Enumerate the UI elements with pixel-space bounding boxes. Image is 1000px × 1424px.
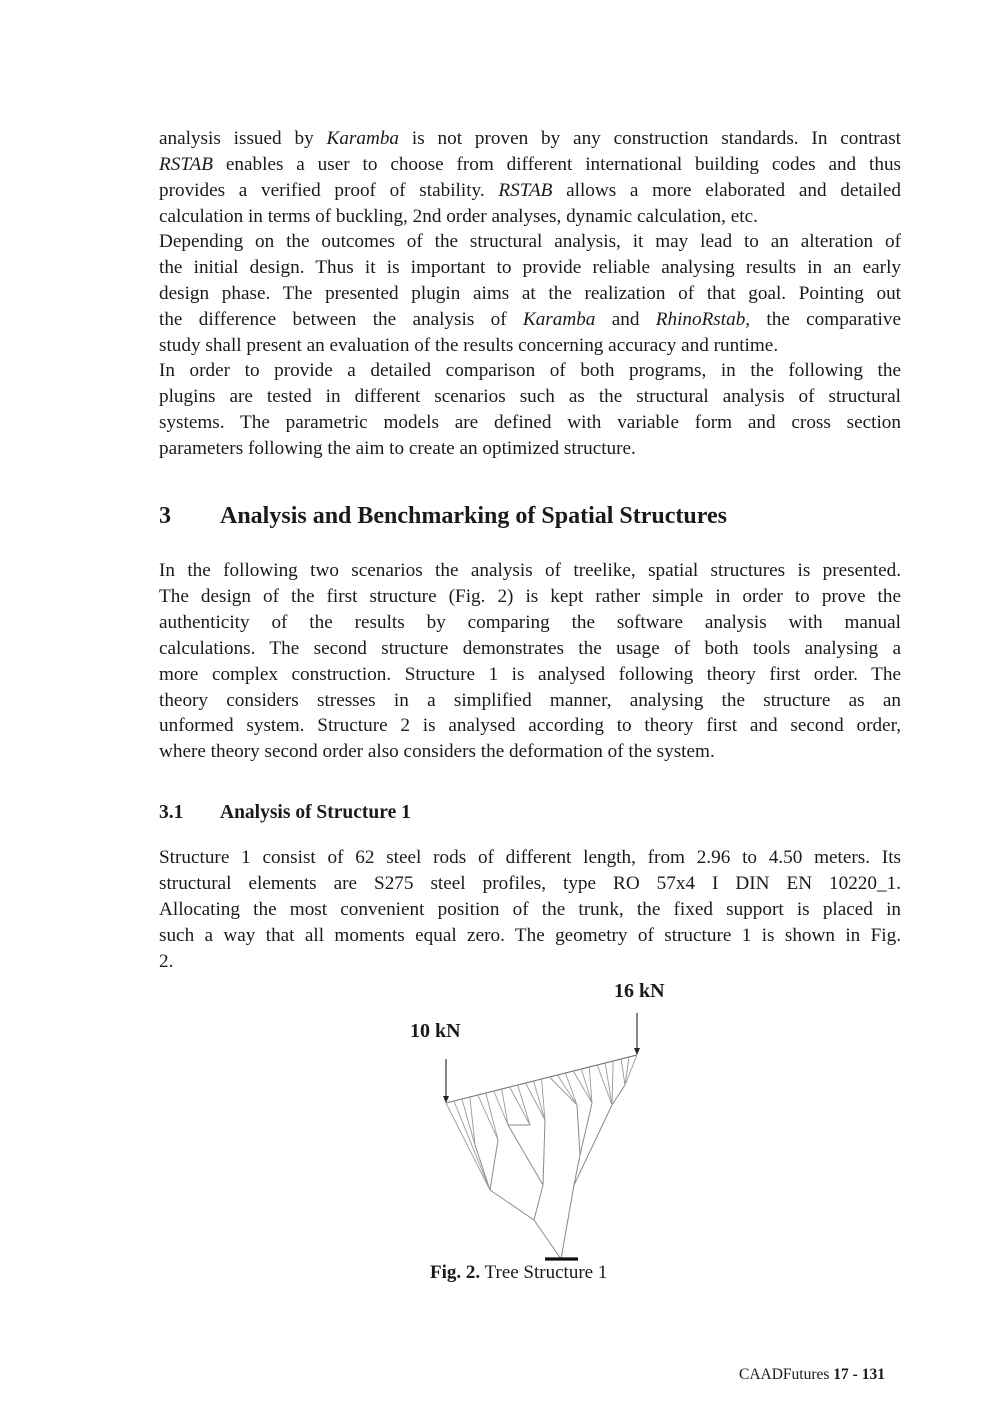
text-line bbox=[159, 688, 901, 714]
subsection-number: 3.1 bbox=[159, 802, 184, 823]
figure-caption bbox=[430, 1262, 607, 1284]
branch bbox=[490, 1190, 534, 1220]
text-run: design phase. The presented plugin aims at the realization of that goal. Pointing out bbox=[159, 282, 901, 304]
text-line bbox=[159, 255, 901, 281]
leaf-rod bbox=[565, 1073, 577, 1105]
text-line bbox=[159, 178, 901, 204]
footer-page-number: 17 - 131 bbox=[833, 1366, 885, 1383]
text-line bbox=[159, 845, 901, 871]
leaf-rod bbox=[573, 1071, 592, 1103]
branch bbox=[612, 1085, 625, 1105]
text-line bbox=[159, 871, 901, 897]
text-run: provides a verified proof of stability. bbox=[159, 179, 499, 201]
italic-term: RSTAB bbox=[498, 179, 553, 201]
text-run: authenticity of the results by comparing the software analysis with manual bbox=[159, 611, 901, 633]
text-line bbox=[159, 307, 901, 333]
load-label-right: 16 kN bbox=[614, 980, 665, 1002]
paragraph-scenarios bbox=[159, 558, 901, 765]
leaf-rod bbox=[612, 1061, 613, 1105]
text-line bbox=[159, 610, 901, 636]
caption-label: Fig. 2. bbox=[430, 1262, 481, 1283]
load-arrow-right-head bbox=[634, 1048, 640, 1055]
italic-term: Karamba bbox=[326, 128, 400, 149]
branch bbox=[534, 1185, 543, 1220]
text-line bbox=[159, 436, 901, 462]
load-label-left: 10 kN bbox=[410, 1020, 461, 1042]
text-run: plugins are tested in different scenarios such as the structural analysis of structural bbox=[159, 385, 901, 407]
text-run: the difference between the analysis of bbox=[159, 308, 523, 330]
text-run: Allocating the most convenient position of the trunk, the fixed support is placed in bbox=[159, 898, 901, 920]
text-run: calculations. The second structure demonstrates the usage of both tools analysing a bbox=[159, 637, 901, 659]
branch bbox=[490, 1140, 498, 1190]
paragraph-comparison bbox=[159, 358, 901, 462]
italic-term: RhinoRstab bbox=[655, 308, 746, 330]
subsection-title: Analysis of Structure 1 bbox=[220, 802, 411, 823]
italic-term: RSTAB bbox=[159, 153, 214, 175]
branch bbox=[574, 1155, 580, 1185]
text-line bbox=[159, 558, 901, 584]
text-run: The design of the first structure (Fig. 2) is kept rather simple in order to prove the bbox=[159, 585, 901, 607]
text-run: theory considers stresses in a simplified manner, analysing the structure as an bbox=[159, 689, 901, 711]
text-run: such a way that all moments equal zero. The geometry of structure 1 is shown in Fig. bbox=[159, 924, 901, 946]
text-line bbox=[159, 410, 901, 436]
paragraph-design-alteration bbox=[159, 229, 901, 359]
text-run: structural elements are S275 steel profiles, type RO 57x4 I DIN EN 10220_1. bbox=[159, 872, 901, 894]
text-line bbox=[159, 897, 901, 923]
branch bbox=[543, 1120, 545, 1185]
leaf-rod bbox=[549, 1077, 577, 1105]
section-heading bbox=[159, 503, 727, 530]
branch bbox=[580, 1103, 592, 1155]
text-line bbox=[159, 949, 901, 975]
text-line bbox=[159, 204, 901, 230]
leaf-rod bbox=[502, 1089, 508, 1125]
paragraph-structure-1 bbox=[159, 845, 901, 975]
text-line bbox=[159, 739, 901, 765]
leaf-rod bbox=[470, 1097, 475, 1145]
text-line bbox=[159, 636, 901, 662]
trunk-branch-right bbox=[561, 1185, 574, 1259]
text-run: enables a user to choose from different international building codes and thus bbox=[213, 153, 901, 175]
footer-journal: CAADFutures bbox=[739, 1366, 834, 1383]
branch bbox=[508, 1125, 543, 1185]
leaf-rod bbox=[557, 1075, 577, 1105]
text-run: Depending on the outcomes of the structural analysis, it may lead to an alteration of bbox=[159, 231, 901, 252]
text-run: calculation in terms of buckling, 2nd order analyses, dynamic calculation, etc. bbox=[159, 205, 758, 227]
trunk-branch-left bbox=[534, 1220, 561, 1259]
paragraph-karamba-rstab bbox=[159, 126, 901, 230]
text-run: Structure 1 consist of 62 steel rods of different length, from 2.96 to 4.50 meters. Its bbox=[159, 847, 901, 868]
text-run: where theory second order also considers the deformation of the system. bbox=[159, 741, 715, 763]
leaf-rod bbox=[446, 1103, 490, 1190]
text-line bbox=[159, 281, 901, 307]
leaf-rod bbox=[605, 1063, 612, 1105]
section-title: Analysis and Benchmarking of Spatial Structures bbox=[220, 503, 727, 529]
subsection-heading bbox=[159, 802, 411, 824]
text-run: study shall present an evaluation of the results concerning accuracy and runtime. bbox=[159, 334, 779, 356]
leaf-rod bbox=[597, 1065, 612, 1105]
text-line bbox=[159, 152, 901, 178]
text-line bbox=[159, 713, 901, 739]
text-line bbox=[159, 333, 901, 359]
text-run: 2. bbox=[159, 950, 174, 972]
text-run: In the following two scenarios the analysis of treelike, spatial structures is presented. bbox=[159, 560, 901, 581]
text-line bbox=[159, 584, 901, 610]
italic-term: Karamba bbox=[522, 308, 596, 330]
text-run: , the comparative bbox=[745, 308, 901, 330]
text-line bbox=[159, 384, 901, 410]
page-footer bbox=[739, 1366, 885, 1384]
section-number: 3 bbox=[159, 503, 171, 529]
branch bbox=[577, 1105, 580, 1155]
figure-tree-structure bbox=[380, 975, 700, 1295]
text-line bbox=[159, 358, 901, 384]
text-line bbox=[159, 662, 901, 688]
text-run: more complex construction. Structure 1 is analysed following theory first order. The bbox=[159, 663, 901, 685]
text-run: systems. The parametric models are defined with variable form and cross section bbox=[159, 411, 901, 433]
text-run: parameters following the aim to create an optimized structure. bbox=[159, 437, 636, 459]
text-run: the initial design. Thus it is important to provide reliable analysing results in an early bbox=[159, 256, 901, 278]
text-line bbox=[159, 229, 901, 255]
leaf-rod bbox=[621, 1059, 625, 1085]
text-run: In order to provide a detailed comparison of both programs, in the following the bbox=[159, 360, 901, 381]
text-run: analysis issued by bbox=[159, 128, 327, 149]
caption-text: Tree Structure 1 bbox=[480, 1262, 608, 1283]
leaf-rod bbox=[494, 1091, 508, 1125]
text-run: is not proven by any construction standards. In contrast bbox=[399, 128, 901, 149]
text-line bbox=[159, 126, 901, 152]
text-line bbox=[159, 923, 901, 949]
text-run: unformed system. Structure 2 is analysed according to theory first and second order, bbox=[159, 715, 901, 737]
text-run: and bbox=[595, 308, 656, 330]
text-run: allows a more elaborated and detailed bbox=[552, 179, 901, 201]
